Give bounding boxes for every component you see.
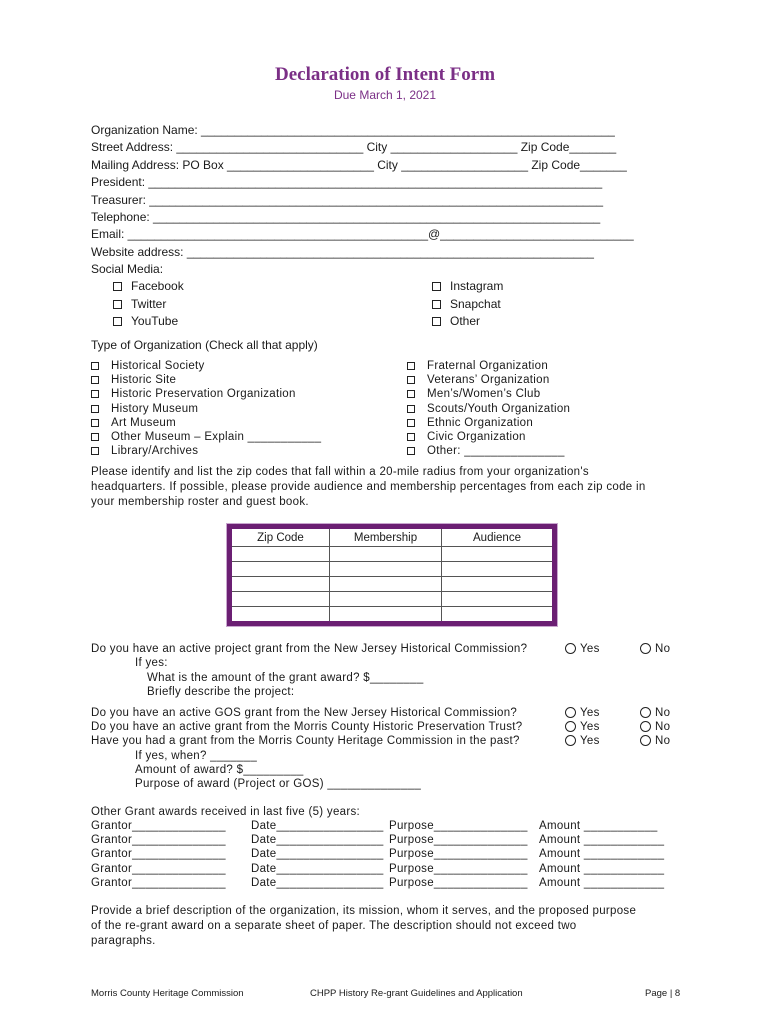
radio-icon	[640, 707, 651, 718]
checkbox-label: Other: _______________	[427, 445, 565, 458]
grant-question: Do you have an active grant from the Morris County Historic Preservation Trust?	[91, 721, 523, 734]
grant-field[interactable]: Grantor______________	[91, 876, 226, 889]
radio-icon	[640, 721, 651, 732]
yes-label: Yes	[580, 643, 600, 655]
no-option[interactable]	[640, 735, 670, 747]
checkbox-label: Civic Organization	[427, 431, 526, 443]
option-label: No	[655, 735, 671, 748]
table-cell[interactable]	[230, 562, 330, 577]
checkbox-option[interactable]	[91, 431, 321, 443]
radio-icon	[565, 643, 576, 654]
grant-field[interactable]: Purpose______________	[389, 834, 528, 847]
footer-left: Morris County Heritage Commission	[91, 988, 244, 999]
grant-field[interactable]: Purpose______________	[389, 862, 528, 875]
checkbox-option[interactable]	[432, 313, 480, 330]
checkbox-option[interactable]	[407, 403, 570, 415]
checkbox-icon[interactable]	[407, 405, 415, 413]
grant-field[interactable]: Date________________	[251, 862, 384, 875]
table-row	[230, 607, 555, 624]
checkbox-label: Fraternal Organization	[427, 360, 549, 372]
checkbox-label: Historic Site	[111, 374, 177, 387]
checkbox-option[interactable]	[91, 403, 198, 415]
option-label: Yes	[580, 721, 600, 734]
radio-icon	[565, 707, 576, 718]
table-cell[interactable]	[330, 607, 442, 624]
table-cell[interactable]	[442, 547, 555, 562]
grant-field[interactable]: Date________________	[251, 834, 384, 847]
no-option[interactable]	[640, 707, 670, 719]
form-field-line[interactable]: Street Address: ____________________________ City ___________________ Zip Code_______	[91, 140, 617, 155]
checkbox-option[interactable]	[432, 296, 501, 313]
radio-icon	[640, 643, 651, 654]
table-row	[230, 562, 555, 577]
table-cell[interactable]	[442, 577, 555, 592]
checkbox-option[interactable]	[113, 296, 166, 313]
grant-field[interactable]: Amount ___________	[539, 820, 658, 832]
no-option[interactable]	[640, 721, 670, 733]
table-cell[interactable]	[442, 562, 555, 577]
table-row	[230, 577, 555, 592]
table-cell[interactable]	[330, 547, 442, 562]
checkbox-label: Historic Preservation Organization	[111, 388, 296, 401]
table-cell[interactable]	[442, 592, 555, 607]
checkbox-icon[interactable]	[91, 433, 99, 441]
yes-option[interactable]	[565, 707, 600, 719]
checkbox-icon[interactable]	[432, 317, 441, 326]
yes-option[interactable]	[565, 721, 600, 733]
closing-line: of the re-grant award on a separate sheet of paper. The description should not exceed two	[91, 920, 577, 932]
radio-icon	[565, 735, 576, 746]
checkbox-icon[interactable]	[407, 390, 415, 398]
checkbox-label: Historical Society	[111, 360, 205, 372]
q2-purpose: Purpose of award (Project or GOS) ______________	[135, 778, 422, 790]
q1-question: Do you have an active project grant from the New Jersey Historical Commission?	[91, 643, 528, 655]
checkbox-option[interactable]	[407, 431, 526, 443]
closing-line: Provide a brief description of the organization, its mission, whom it serves, and the proposed purpose	[91, 905, 637, 917]
checkbox-label: Ethnic Organization	[427, 416, 534, 429]
table-cell[interactable]	[230, 547, 330, 562]
checkbox-label: Instagram	[450, 279, 504, 293]
grant-field[interactable]: Amount ____________	[539, 862, 665, 875]
checkbox-icon[interactable]	[91, 390, 99, 398]
grant-field[interactable]: Purpose______________	[389, 876, 528, 889]
checkbox-icon[interactable]	[91, 447, 99, 455]
org-type-heading: Type of Organization (Check all that apply)	[91, 338, 318, 352]
table-cell[interactable]	[330, 562, 442, 577]
checkbox-label: History Museum	[111, 402, 199, 415]
grant-question: Have you had a grant from the Morris County Heritage Commission in the past?	[91, 735, 520, 748]
checkbox-option[interactable]	[432, 278, 503, 295]
no-label: No	[655, 643, 671, 655]
option-label: Yes	[580, 735, 600, 748]
form-field-line[interactable]: President: ____________________________________________________________________	[91, 175, 603, 190]
q1-no[interactable]	[640, 643, 670, 655]
table-row	[230, 592, 555, 607]
checkbox-label: Veterans’ Organization	[427, 374, 550, 387]
closing-line: paragraphs.	[91, 935, 156, 947]
table-cell[interactable]	[330, 577, 442, 592]
grant-field[interactable]: Amount ____________	[539, 834, 665, 847]
yes-option[interactable]	[565, 735, 600, 747]
checkbox-icon[interactable]	[91, 405, 99, 413]
table-cell[interactable]	[442, 607, 555, 624]
checkbox-icon[interactable]	[407, 362, 415, 370]
checkbox-icon[interactable]	[91, 376, 99, 384]
checkbox-option[interactable]	[407, 360, 548, 372]
grant-field[interactable]: Date________________	[251, 848, 384, 861]
form-field-line[interactable]: Email: _____________________________________________@_____________________________	[91, 227, 634, 242]
checkbox-label: Scouts/Youth Organization	[427, 402, 571, 415]
checkbox-option[interactable]	[91, 388, 296, 400]
checkbox-icon[interactable]	[91, 419, 99, 427]
grant-field[interactable]: Grantor______________	[91, 848, 226, 861]
q1-yes[interactable]	[565, 643, 600, 655]
table-cell[interactable]	[230, 577, 330, 592]
instruction-line: your membership roster and guest book.	[91, 496, 309, 508]
zip-header: Zip Code	[230, 527, 330, 547]
q1-if-yes: If yes:	[135, 657, 168, 669]
checkbox-icon[interactable]	[432, 282, 441, 291]
audience-header: Audience	[442, 527, 555, 547]
checkbox-label: Facebook	[131, 279, 184, 293]
grant-field[interactable]: Purpose______________	[389, 820, 528, 832]
q2-when: If yes, when? _______	[135, 750, 258, 762]
checkbox-option[interactable]	[407, 374, 550, 386]
radio-icon	[640, 735, 651, 746]
checkbox-icon[interactable]	[407, 419, 415, 427]
footer-right: Page | 8	[645, 988, 681, 999]
grant-field[interactable]: Purpose______________	[389, 848, 528, 861]
table-cell[interactable]	[230, 607, 330, 624]
membership-header: Membership	[330, 527, 442, 547]
form-field-line[interactable]: Website address: _____________________________________________________________	[91, 244, 594, 259]
checkbox-icon[interactable]	[432, 300, 441, 309]
form-field-line[interactable]: Mailing Address: PO Box ______________________ City ___________________ Zip Code_______	[91, 157, 627, 172]
due-date: Due March 1, 2021	[333, 88, 437, 102]
checkbox-icon[interactable]	[113, 317, 122, 326]
checkbox-icon[interactable]	[407, 376, 415, 384]
checkbox-icon[interactable]	[407, 447, 415, 455]
grant-field[interactable]: Date________________	[251, 820, 384, 832]
checkbox-label: Twitter	[131, 296, 167, 311]
checkbox-icon[interactable]	[407, 433, 415, 441]
radio-icon	[565, 721, 576, 732]
checkbox-option[interactable]	[91, 417, 176, 429]
zip-table	[227, 524, 557, 626]
checkbox-option[interactable]	[91, 445, 198, 457]
form-field-line[interactable]: Treasurer: ____________________________________________________________________	[91, 192, 604, 207]
checkbox-option[interactable]	[407, 417, 533, 429]
checkbox-label: Art Museum	[111, 416, 176, 429]
form-field-line[interactable]: Organization Name: ______________________________________________________________	[91, 123, 615, 137]
checkbox-icon[interactable]	[113, 282, 122, 291]
grant-field[interactable]: Grantor______________	[91, 820, 226, 832]
grant-question: Do you have an active GOS grant from the New Jersey Historical Commission?	[91, 707, 518, 719]
grant-field[interactable]: Amount ____________	[539, 848, 665, 861]
grant-field[interactable]: Grantor______________	[91, 862, 226, 875]
option-label: No	[655, 707, 671, 719]
option-label: No	[655, 721, 671, 734]
checkbox-icon[interactable]	[91, 362, 99, 370]
checkbox-option[interactable]	[113, 313, 178, 330]
instruction-line: Please identify and list the zip codes that fall within a 20-mile radius from your organization's	[91, 466, 589, 478]
table-cell[interactable]	[230, 592, 330, 607]
q1-amount: What is the amount of the grant award? $________	[147, 672, 424, 684]
form-title: Declaration of Intent Form	[274, 64, 496, 85]
checkbox-option[interactable]	[407, 445, 565, 457]
q1-describe: Briefly describe the project:	[147, 686, 295, 698]
checkbox-label: Other Museum – Explain ___________	[111, 431, 322, 443]
checkbox-label: Other	[450, 314, 481, 328]
checkbox-option[interactable]	[407, 388, 540, 400]
checkbox-label: Men’s/Women’s Club	[427, 388, 541, 401]
checkbox-label: Snapchat	[450, 296, 501, 311]
checkbox-option[interactable]	[91, 360, 205, 372]
checkbox-label: Library/Archives	[111, 445, 199, 458]
grant-field[interactable]: Date________________	[251, 876, 384, 889]
table-row	[230, 547, 555, 562]
grant-field[interactable]: Amount ____________	[539, 876, 665, 889]
grant-field[interactable]: Grantor______________	[91, 834, 226, 847]
q2-amount: Amount of award? $_________	[135, 764, 304, 776]
option-label: Yes	[580, 707, 600, 719]
form-field-line[interactable]: Social Media:	[91, 262, 164, 277]
checkbox-icon[interactable]	[113, 300, 122, 309]
footer-center: CHPP History Re-grant Guidelines and Application	[310, 988, 523, 999]
grants-heading: Other Grant awards received in last five (5) years:	[91, 806, 361, 818]
instruction-line: headquarters. If possible, please provide audience and membership percentages from each zip code in	[91, 481, 646, 493]
form-field-line[interactable]: Telephone: ___________________________________________________________________	[91, 210, 601, 224]
table-cell[interactable]	[330, 592, 442, 607]
checkbox-option[interactable]	[91, 374, 176, 386]
checkbox-label: YouTube	[131, 314, 179, 328]
checkbox-option[interactable]	[113, 278, 184, 295]
